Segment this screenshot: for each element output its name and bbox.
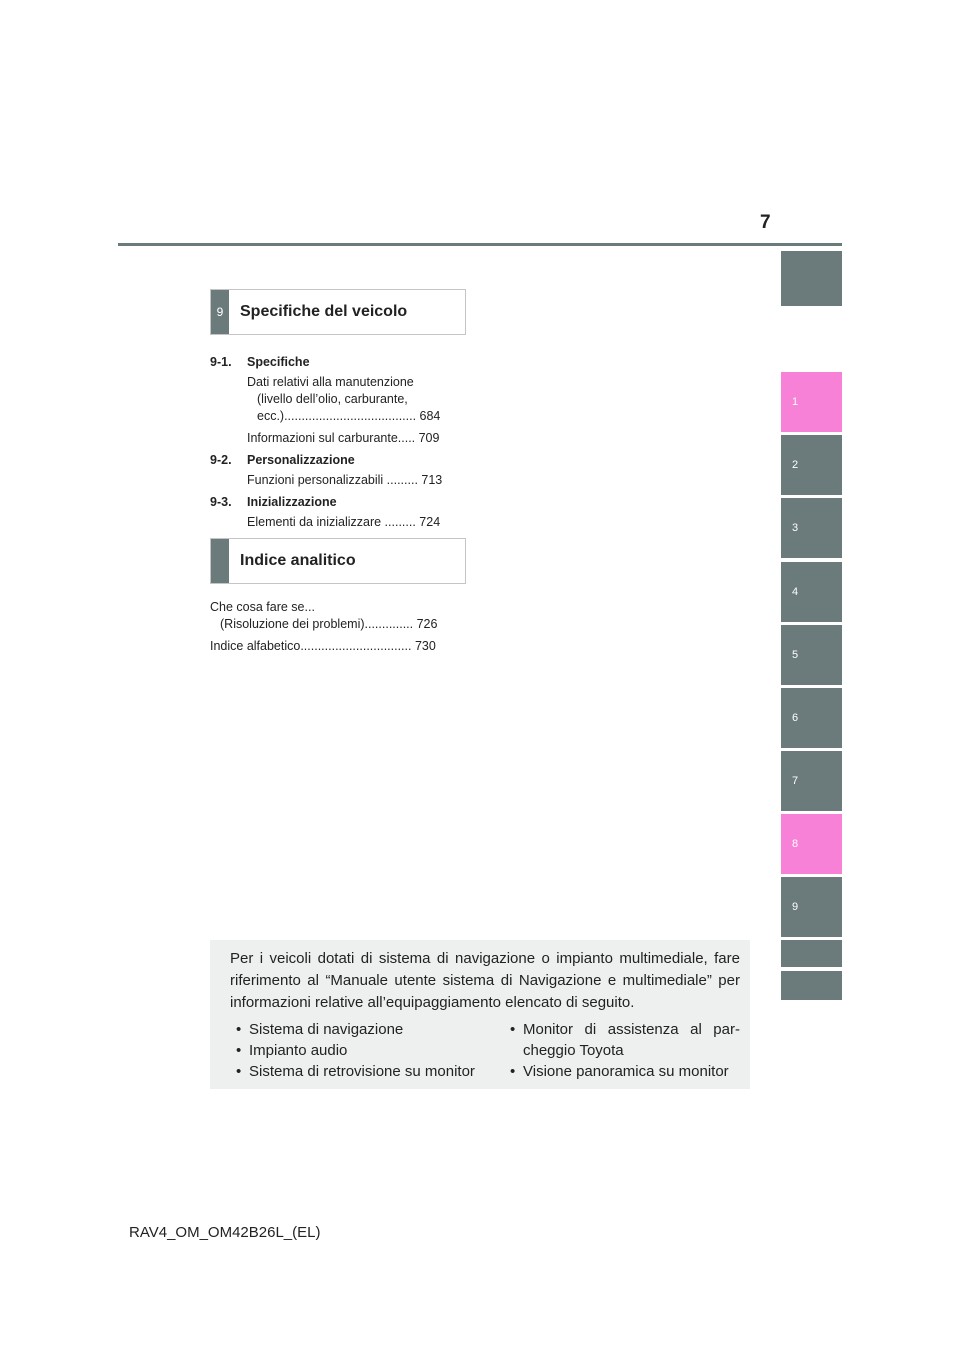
chapter-tab-7[interactable] <box>781 751 842 811</box>
toc-entry[interactable] <box>247 472 470 489</box>
footer-code: RAV4_OM_OM42B26L_(EL) <box>129 1224 321 1241</box>
info-text: Per i veicoli dotati di sistema di navigazione o impianto multimediale, fare riferimento al “Manuale utente sistema di Navigazione e multimediale” per informazioni relative all’equipaggiamento elencato di seguito. <box>230 950 740 1011</box>
chapter-tab-label: 3 <box>792 522 799 534</box>
subsection-9-3 <box>210 494 470 531</box>
bullet-item: • Monitor di assistenza al par-cheggio Toyota <box>504 1019 740 1061</box>
chapter-tab-label: 7 <box>792 775 799 787</box>
chapter-tab-label: 8 <box>792 838 799 850</box>
index-section-title: Indice analitico <box>240 552 356 569</box>
section-9-header <box>210 289 466 335</box>
section-9-title: Specifiche del veicolo <box>240 303 408 320</box>
subsection-number: 9-2. <box>210 453 232 467</box>
subsection-heading <box>210 452 470 469</box>
info-box <box>210 940 750 1089</box>
chapter-tab-9[interactable] <box>781 877 842 937</box>
subsection-title: Inizializzazione <box>247 495 337 509</box>
chapter-tab-5[interactable] <box>781 625 842 685</box>
section-9-toc <box>210 349 470 531</box>
page-number: 7 <box>760 212 771 233</box>
chapter-tab-label: 1 <box>792 396 799 408</box>
bullets-left <box>230 1019 480 1082</box>
toc-entry-line: Elementi da inizializzare ......... 724 <box>247 515 441 529</box>
toc-entry-line: (Risoluzione dei problemi).............. 726 <box>220 617 438 631</box>
toc-entry-line: Dati relativi alla manutenzione <box>247 375 414 389</box>
toc-entry-line: ecc.)...................................... 684 <box>257 409 441 423</box>
toc-entry[interactable] <box>247 514 470 531</box>
toc-entry[interactable] <box>247 430 470 447</box>
chapter-tab-blank[interactable] <box>781 971 842 1000</box>
chapter-tab-8[interactable] <box>781 814 842 874</box>
chapter-tab-label: 5 <box>792 649 799 661</box>
chapter-tab-label: 4 <box>792 586 799 598</box>
index-section-stripe <box>211 539 229 583</box>
index-section-header <box>210 538 466 584</box>
toc-entry[interactable] <box>247 374 470 425</box>
subsection-title: Specifiche <box>247 355 310 369</box>
subsection-number: 9-3. <box>210 495 232 509</box>
toc-entry[interactable] <box>210 638 470 655</box>
bullet-item: • Sistema di retrovisione su monitor <box>230 1061 480 1082</box>
subsection-9-2 <box>210 452 470 489</box>
chapter-tab-6[interactable] <box>781 688 842 748</box>
subsection-heading <box>210 354 470 371</box>
subsection-title: Personalizzazione <box>247 453 355 467</box>
toc-entry-line: Informazioni sul carburante..... 709 <box>247 431 440 445</box>
toc-entry-line: Funzioni personalizzabili ......... 713 <box>247 473 443 487</box>
subsection-9-1 <box>210 354 470 447</box>
chapter-tab-2[interactable] <box>781 435 842 495</box>
header-rule <box>118 243 842 246</box>
chapter-tab-blank[interactable] <box>781 940 842 967</box>
toc-entry-line: Che cosa fare se... <box>210 600 315 614</box>
chapter-tab-3[interactable] <box>781 498 842 558</box>
bullet-item: • Impianto audio <box>230 1040 480 1061</box>
index-toc <box>210 599 470 655</box>
section-9-stripe: 9 <box>211 290 229 334</box>
chapter-tab-1[interactable] <box>781 372 842 432</box>
toc-entry-line: Indice alfabetico................................ 730 <box>210 639 436 653</box>
bullet-item: • Visione panoramica su monitor <box>504 1061 740 1082</box>
chapter-tab-label: 6 <box>792 712 799 724</box>
bullet-item: • Sistema di navigazione <box>230 1019 480 1040</box>
chapter-tab-4[interactable] <box>781 562 842 622</box>
chapter-tab-label: 2 <box>792 459 799 471</box>
subsection-number: 9-1. <box>210 355 232 369</box>
subsection-heading <box>210 494 470 511</box>
bullets-right <box>504 1019 740 1082</box>
toc-entry[interactable] <box>210 599 470 633</box>
chapter-tab-label: 9 <box>792 901 799 913</box>
toc-entry-line: (livello dell’olio, carburante, <box>257 392 408 406</box>
chapter-tab-blank[interactable] <box>781 251 842 306</box>
